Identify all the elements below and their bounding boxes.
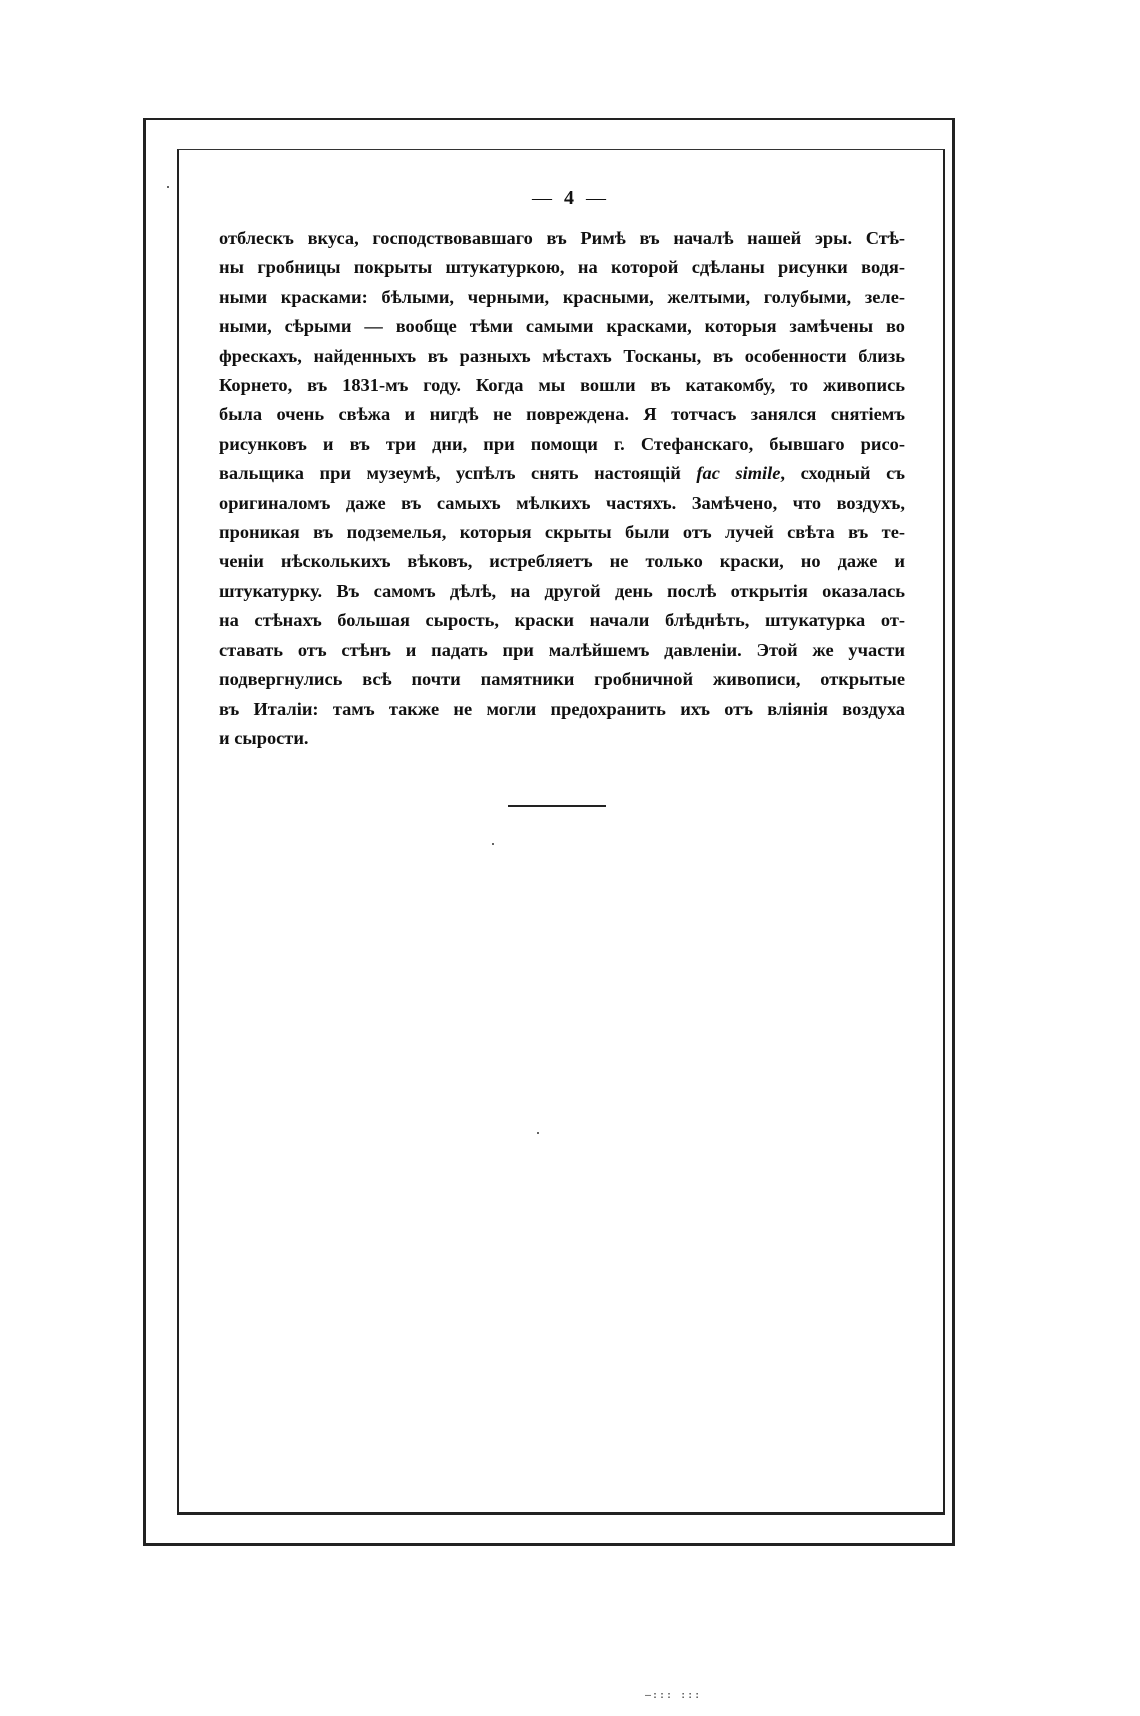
text-line: рисунковъ и въ три дни, при помощи г. Стефанскаго, бывшаго рисо- — [219, 433, 905, 454]
text-segment: вальщика при музеумѣ, успѣлъ снять настоящій — [219, 463, 681, 484]
footer-marks: —::: ::: — [645, 1690, 702, 1701]
text-line-with-italic — [219, 459, 905, 488]
page-number — [0, 187, 1140, 210]
text-line: въ Италіи: тамъ также не могли предохранить ихъ отъ вліянія воздуха — [219, 698, 905, 719]
page-number-dash-left: — — [532, 187, 554, 209]
paper-speck — [167, 186, 169, 188]
paper-speck — [537, 1132, 539, 1134]
page-number-dash-right: — — [586, 187, 608, 209]
text-segment: , сходный съ — [780, 463, 905, 484]
text-line: штукатурку. Въ самомъ дѣлѣ, на другой день послѣ открытія оказалась — [219, 580, 905, 601]
body-paragraph — [219, 224, 905, 753]
text-line: оригиналомъ даже въ самыхъ мѣлкихъ частяхъ. Замѣчено, что воздухъ, — [219, 492, 905, 513]
text-line: ными красками: бѣлыми, черными, красными, желтыми, голубыми, зеле- — [219, 286, 905, 307]
text-line: ченіи нѣсколькихъ вѣковъ, истребляетъ не только краски, но даже и — [219, 551, 905, 572]
text-line: подвергнулись всѣ почти памятники гробничной живописи, открытые — [219, 669, 905, 690]
text-line: ставать отъ стѣнъ и падать при малѣйшемъ давленіи. Этой же участи — [219, 639, 905, 660]
text-line: фрескахъ, найденныхъ въ разныхъ мѣстахъ Тосканы, въ особенности близь — [219, 345, 905, 366]
text-line-last: и сырости. — [219, 727, 309, 748]
section-end-rule — [508, 805, 606, 807]
paper-speck — [492, 843, 494, 845]
page-number-value: 4 — [564, 187, 576, 209]
text-line: на стѣнахъ большая сырость, краски начали блѣднѣть, штукатурка от- — [219, 610, 905, 631]
text-line: Корнето, въ 1831-мъ году. Когда мы вошли въ катакомбу, то живопись — [219, 375, 905, 396]
text-line: отблескъ вкуса, господствовавшаго въ Римѣ въ началѣ нашей эры. Стѣ- — [219, 228, 905, 248]
text-line: была очень свѣжа и нигдѣ не повреждена. Я тотчасъ занялся снятіемъ — [219, 404, 905, 425]
text-line: проникая въ подземелья, которыя скрыты были отъ лучей свѣта въ те- — [219, 522, 905, 543]
italic-phrase: fac simile — [696, 463, 781, 484]
text-line: ны гробницы покрыты штукатуркою, на которой сдѣланы рисунки водя- — [219, 257, 905, 278]
text-line: ными, сѣрыми — вообще тѣми самыми красками, которыя замѣчены во — [219, 316, 905, 337]
